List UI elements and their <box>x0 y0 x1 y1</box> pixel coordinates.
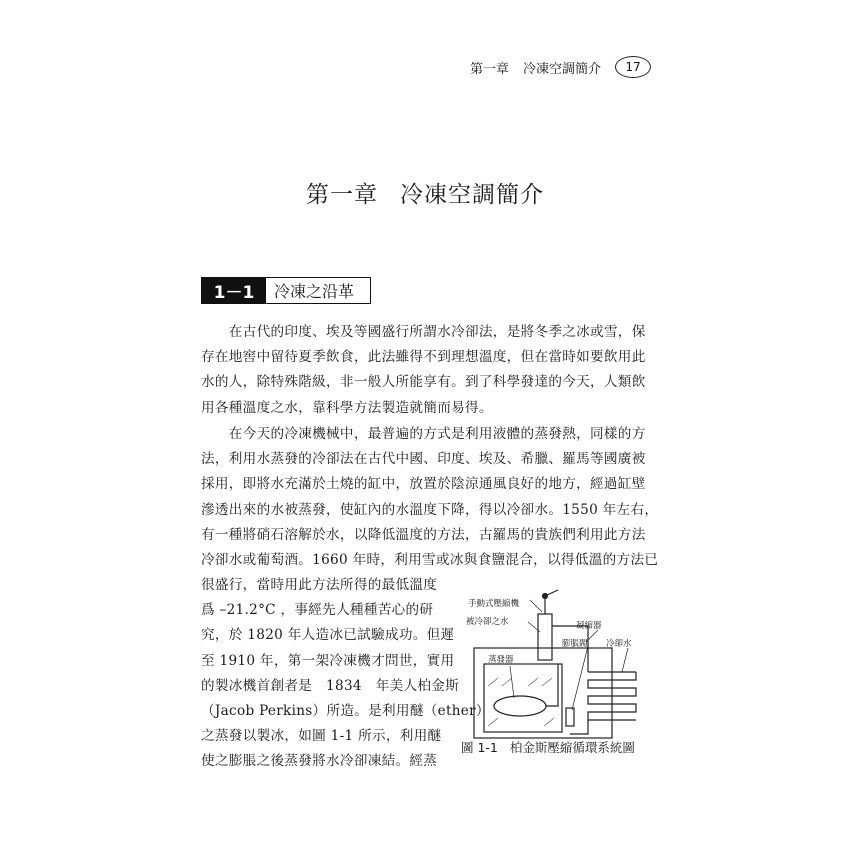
pump-cylinder <box>538 614 552 660</box>
liquid-pipe <box>570 720 588 734</box>
text-line: 至 1910 年，第一架冷凍機才問世，實用 <box>201 652 455 669</box>
label-pump: 手動式壓縮機 <box>468 599 520 609</box>
text-line: 究，於 1820 年人造冰已試驗成功。但遲 <box>201 627 455 644</box>
text-line: 滲透出來的水被蒸發，使缸內的水溫度下降，得以冷卻水。1550 年左右， <box>201 501 659 518</box>
text-line: （Jacob Perkins）所造。是利用醚（ether） <box>201 703 490 720</box>
text-line: 使之膨脹之後蒸發將水冷卻凍結。經蒸 <box>201 753 438 770</box>
text-line: 有一種將硝石溶解於水，以降低溫度的方法，古羅馬的貴族們利用此方法 <box>201 526 646 543</box>
paragraph-2 <box>201 422 659 573</box>
label-cooling-water: 冷卻水 <box>606 639 632 649</box>
label-condenser: 凝縮器 <box>576 621 602 631</box>
text-line: 在今天的冷凍機械中，最普遍的方式是利用液體的蒸發熱，同樣的方 <box>201 426 646 442</box>
text-line: 法，利用水蒸發的冷卻法在古代中國、印度、埃及、希臘、羅馬等國廣被 <box>201 451 646 468</box>
text-line: 爲 –21.2°C ，事經先人種種苦心的研 <box>201 602 434 619</box>
figure-number: 圖 1-1 <box>461 740 498 755</box>
section-title: 冷凍之沿革 <box>274 282 355 301</box>
figure-caption-text: 柏金斯壓縮循環系統圖 <box>509 740 635 755</box>
chapter-number: 第一章 <box>306 182 378 208</box>
label-expansion-valve: 膨脹閥 <box>562 639 588 649</box>
page-number: 17 <box>615 56 651 78</box>
figure-caption <box>461 738 635 756</box>
header-chapter: 第一章 <box>470 61 510 77</box>
section-number: 1－1 <box>202 278 266 303</box>
water-tank <box>484 664 562 732</box>
text-line: 採用，即將水充滿於土燒的缸中，放置於陰涼通風良好的地方，經過缸壁 <box>201 476 646 493</box>
text-line: 用各種溫度之水，靠科學方法製造就簡而易得。 <box>201 399 493 416</box>
section-heading <box>201 277 371 304</box>
text-line: 之蒸發以製冰，如圖 1-1 所示，利用醚 <box>201 728 442 745</box>
text-line: 很盛行，當時用此方法所得的最低溫度 <box>201 577 438 593</box>
text-line: 的製冰機首創者是 1834 年美人柏金斯 <box>201 677 460 694</box>
text-line: 在古代的印度、埃及等國盛行所謂水冷卻法，是將冬季之冰或雪，保 <box>201 324 646 340</box>
perkins-diagram <box>458 586 658 756</box>
expansion-valve <box>566 708 574 726</box>
label-evaporator: 蒸發器 <box>488 655 514 665</box>
text-line: 冷卻水或葡萄酒。1660 年時，利用雪或冰與食鹽混合，以得低溫的方法已 <box>201 552 659 569</box>
header-title: 冷凍空調簡介 <box>523 61 602 77</box>
label-cooled-water: 被冷卻之水 <box>466 617 509 627</box>
text-line: 存在地窖中留待夏季飲食，此法雖得不到理想溫度，但在當時如要飲用此 <box>201 349 646 366</box>
evaporator-shape <box>494 696 546 716</box>
paragraph-1 <box>201 320 653 421</box>
running-header <box>470 56 651 78</box>
chapter-name: 冷凍空調簡介 <box>400 182 544 208</box>
text-line: 水的人，除特殊階級，非一般人所能享有。到了科學發達的今天，人類飲 <box>201 374 646 391</box>
chapter-title <box>0 176 850 209</box>
